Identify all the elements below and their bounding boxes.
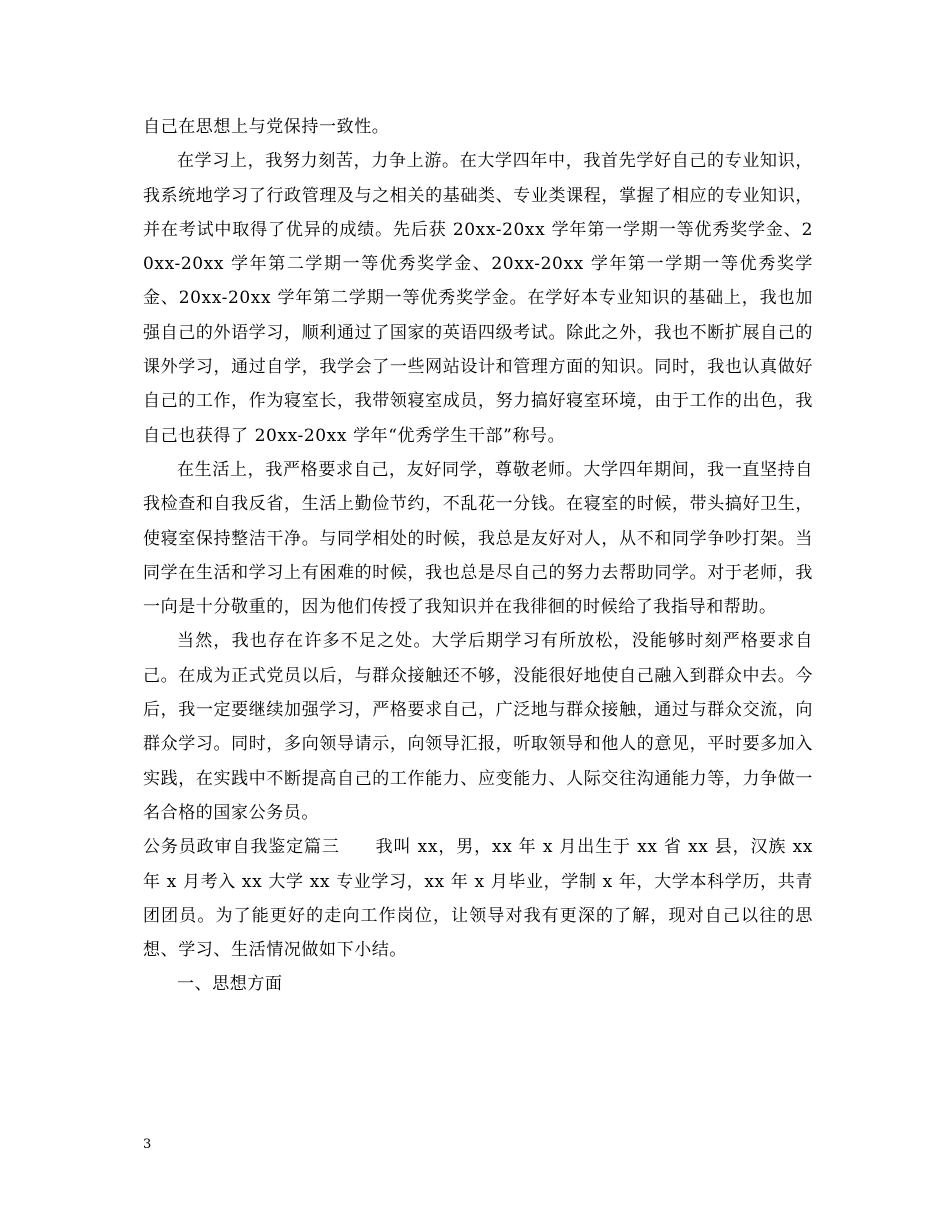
heading-thought-aspect: 一、思想方面: [177, 974, 283, 995]
paragraph-continuation: 自己在思想上与党保持一致性。: [143, 117, 390, 137]
paragraph-study: 在学习上，我努力刻苦，力争上游。在大学四年中，我首先学好自己的专业知识，我系统地学习了行政管理及与之相关的基础类、专业类课程，掌握了相应的专业知识，并在考试中取得了优异的成绩。先后获 20xx-20xx 学年第一学期一等优秀奖学金、20xx-20xx 学年第二学期一等优秀奖学金、20xx-20xx 学年第一学期一等优秀奖学金、20xx-20xx 学年第二学期一等优秀奖学金。在学好本专业知识的基础上，我也加强自己的外语学习，顺利通过了国家的英语四级考试。除此之外，我也不断扩展自己的课外学习，通过自学，我学会了一些网站设计和管理方面的知识。同时，我也认真做好自己的工作，作为寝室长，我带领寝室成员，努力搞好寝室环境，由于工作的出色，我自己也获得了 20xx-20xx 学年“优秀学生干部”称号。: [143, 151, 813, 446]
paragraph-shortcomings: 当然，我也存在许多不足之处。大学后期学习有所放松，没能够时刻严格要求自己。在成为正式党员以后，与群众接触还不够，没能很好地使自己融入到群众中去。今后，我一定要继续加强学习，严格要求自己，广泛地与群众接触，通过与群众交流，向群众学习。同时，多向领导请示，向领导汇报，听取领导和他人的意见，平时要多加入实践，在实践中不断提高自己的工作能力、应变能力、人际交往沟通能力等，力争做一名合格的国家公务员。: [143, 631, 813, 823]
paragraph-section-three: 公务员政审自我鉴定篇三 我叫 xx，男，xx 年 x 月出生于 xx 省 xx 县，汉族 xx 年 x 月考入 xx 大学 xx 专业学习，xx 年 x 月毕业，学制 x 年，大学本科学历，共青团团员。为了能更好的走向工作岗位，让领导对我有更深的了解，现对自己以往的思想、学习、生活情况做如下小结。: [143, 837, 813, 961]
paragraph-life: 在生活上，我严格要求自己，友好同学，尊敬老师。大学四年期间，我一直坚持自我检查和自我反省，生活上勤俭节约，不乱花一分钱。在寝室的时候，带头搞好卫生，使寝室保持整洁干净。与同学相处的时候，我总是友好对人，从不和同学争吵打架。当同学在生活和学习上有困难的时候，我也总是尽自己的努力去帮助同学。对于老师，我一向是十分敬重的，因为他们传授了我知识并在我徘徊的时候给了我指导和帮助。: [143, 459, 813, 618]
page-number: 3: [143, 1137, 152, 1152]
document-body: [143, 110, 813, 1002]
